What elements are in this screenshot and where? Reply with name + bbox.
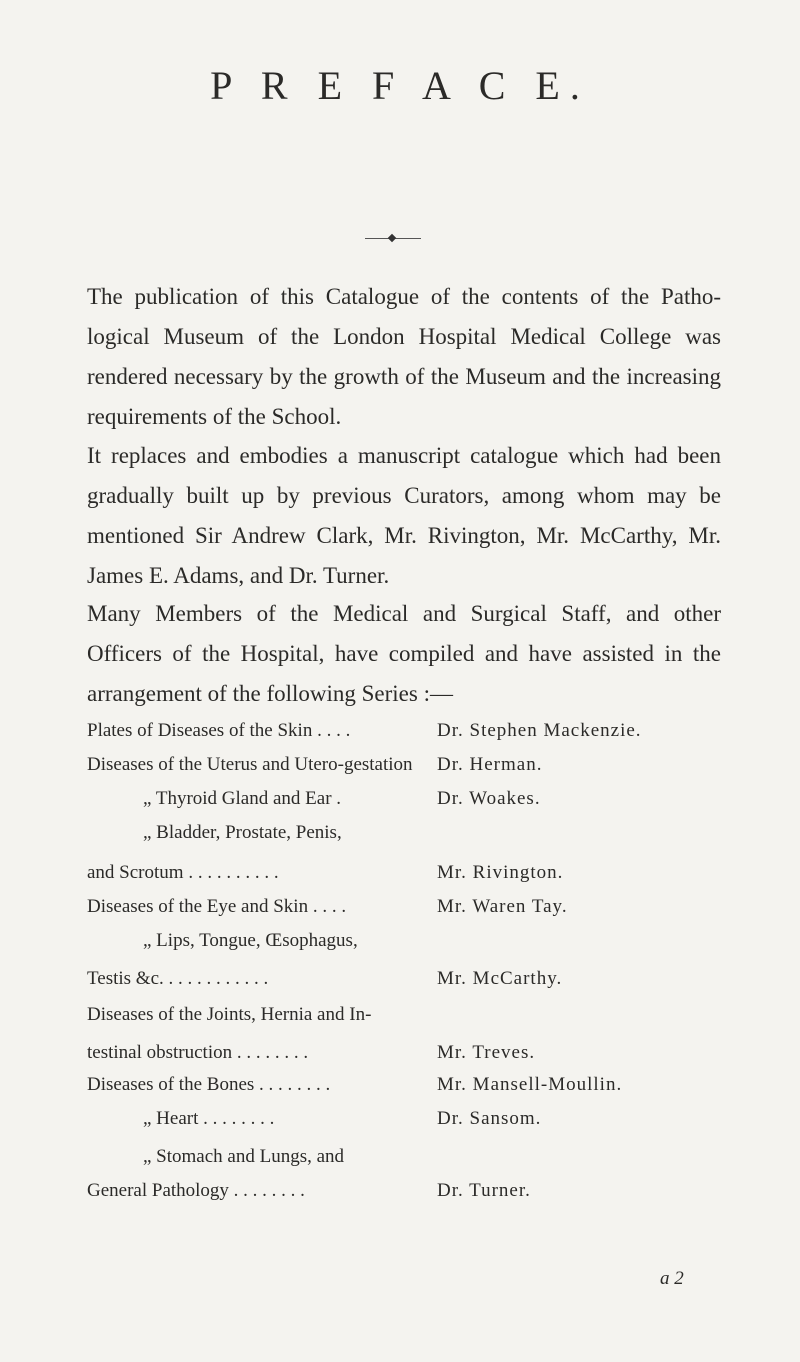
series-subject: „ Stomach and Lungs, and (143, 1146, 345, 1167)
series-compiler: Mr. Treves. (437, 1042, 536, 1063)
series-row (87, 1074, 787, 1104)
series-compiler: Mr. Rivington. (437, 862, 564, 883)
series-compiler: Mr. Mansell-Moullin. (437, 1074, 623, 1095)
series-row (87, 754, 787, 784)
series-subject: General Pathology . . . . . . . . (87, 1180, 305, 1201)
series-subject: and Scrotum . . . . . . . . . . (87, 862, 279, 883)
series-subject: Testis &c. . . . . . . . . . . . (87, 968, 269, 989)
series-subject: Diseases of the Bones . . . . . . . . (87, 1074, 331, 1095)
paragraph-1: The publication of this Catalogue of the contents of the Patho- logical Museum of the London Hospital Medical College was rendered necessary by the growth of the Museum and the increasing requirements of the School. (87, 284, 721, 429)
series-subject: „ Lips, Tongue, Œsophagus, (143, 930, 358, 951)
series-row (87, 862, 787, 892)
series-subject: testinal obstruction . . . . . . . . (87, 1042, 309, 1063)
series-row (87, 788, 787, 818)
paragraph-2: It replaces and embodies a manuscript catalogue which had been gradually built up by previous Curators, among whom may be mentioned Sir Andrew Clark, Mr. Rivington, Mr. McCarthy, Mr. James E. Adams, and Dr. Turner. (87, 443, 721, 588)
series-row (87, 822, 787, 852)
series-compiler: Mr. McCarthy. (437, 968, 563, 989)
series-subject: „ Thyroid Gland and Ear . (143, 788, 342, 809)
series-row (87, 1146, 787, 1176)
series-row (87, 930, 787, 960)
series-row (87, 720, 787, 750)
series-row (87, 1042, 787, 1072)
series-compiler: Dr. Turner. (437, 1180, 531, 1201)
series-compiler: Dr. Stephen Mackenzie. (437, 720, 642, 741)
series-compiler: Dr. Woakes. (437, 788, 541, 809)
series-row (87, 1180, 787, 1210)
series-subject: „ Heart . . . . . . . . (143, 1108, 275, 1129)
series-row (87, 1004, 787, 1034)
series-subject: Diseases of the Uterus and Utero-gestation (87, 754, 413, 775)
series-subject: Diseases of the Eye and Skin . . . . (87, 896, 347, 917)
series-row (87, 896, 787, 926)
paragraph-3: Many Members of the Medical and Surgical Staff, and other Officers of the Hospital, have compiled and have assisted in the arrangement of the following Series :— (87, 601, 721, 706)
page-title: P R E F A C E. (210, 63, 590, 108)
series-compiler: Dr. Herman. (437, 754, 543, 775)
series-row (87, 1108, 787, 1138)
signature-mark: a 2 (660, 1268, 684, 1289)
series-row (87, 968, 787, 998)
diamond-ornament-icon (388, 234, 396, 242)
series-subject: Plates of Diseases of the Skin . . . . (87, 720, 351, 741)
ornamental-rule (365, 238, 421, 239)
series-subject: Diseases of the Joints, Hernia and In- (87, 1004, 372, 1025)
series-compiler: Mr. Waren Tay. (437, 896, 568, 917)
series-compiler: Dr. Sansom. (437, 1108, 542, 1129)
series-subject: „ Bladder, Prostate, Penis, (143, 822, 342, 843)
